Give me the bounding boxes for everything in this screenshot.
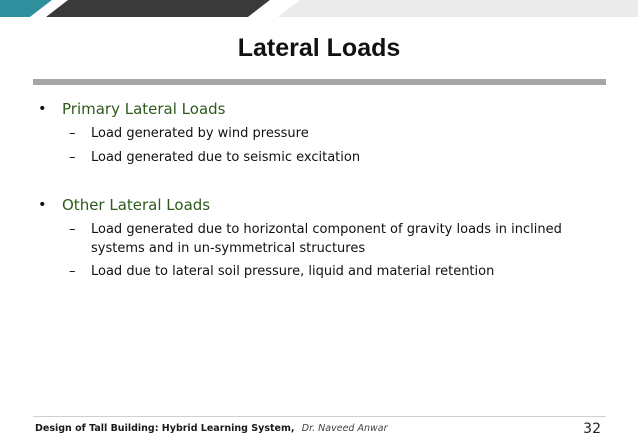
- footer-credit: [35, 423, 387, 434]
- list-item: Load generated due to seismic excitation: [91, 150, 361, 165]
- footer-author: Dr. Naveed Anwar: [301, 423, 388, 434]
- slide-title: Lateral Loads: [237, 34, 401, 62]
- dash-marker: –: [69, 264, 76, 279]
- bullet-marker: •: [38, 101, 47, 117]
- list-item: Load due to lateral soil pressure, liquid and material retention: [91, 264, 495, 279]
- top-decorative-banner: [0, 0, 638, 17]
- list-item-continuation: systems and in un-symmetrical structures: [91, 241, 366, 256]
- bullet-marker: •: [38, 197, 47, 213]
- footer-course: Design of Tall Building: Hybrid Learning System,: [35, 423, 295, 434]
- dash-marker: –: [69, 222, 76, 237]
- page-number: 32: [583, 421, 601, 437]
- list-item: Load generated by wind pressure: [91, 126, 309, 141]
- dash-marker: –: [69, 126, 76, 141]
- footer-rule: [33, 416, 606, 417]
- dash-marker: –: [69, 150, 76, 165]
- section-heading-other: Other Lateral Loads: [62, 196, 211, 214]
- list-item: Load generated due to horizontal component of gravity loads in inclined: [91, 222, 562, 237]
- title-underline-rule: [33, 79, 606, 85]
- section-heading-primary: Primary Lateral Loads: [62, 100, 226, 118]
- banner-stripes-graphic: [0, 0, 638, 17]
